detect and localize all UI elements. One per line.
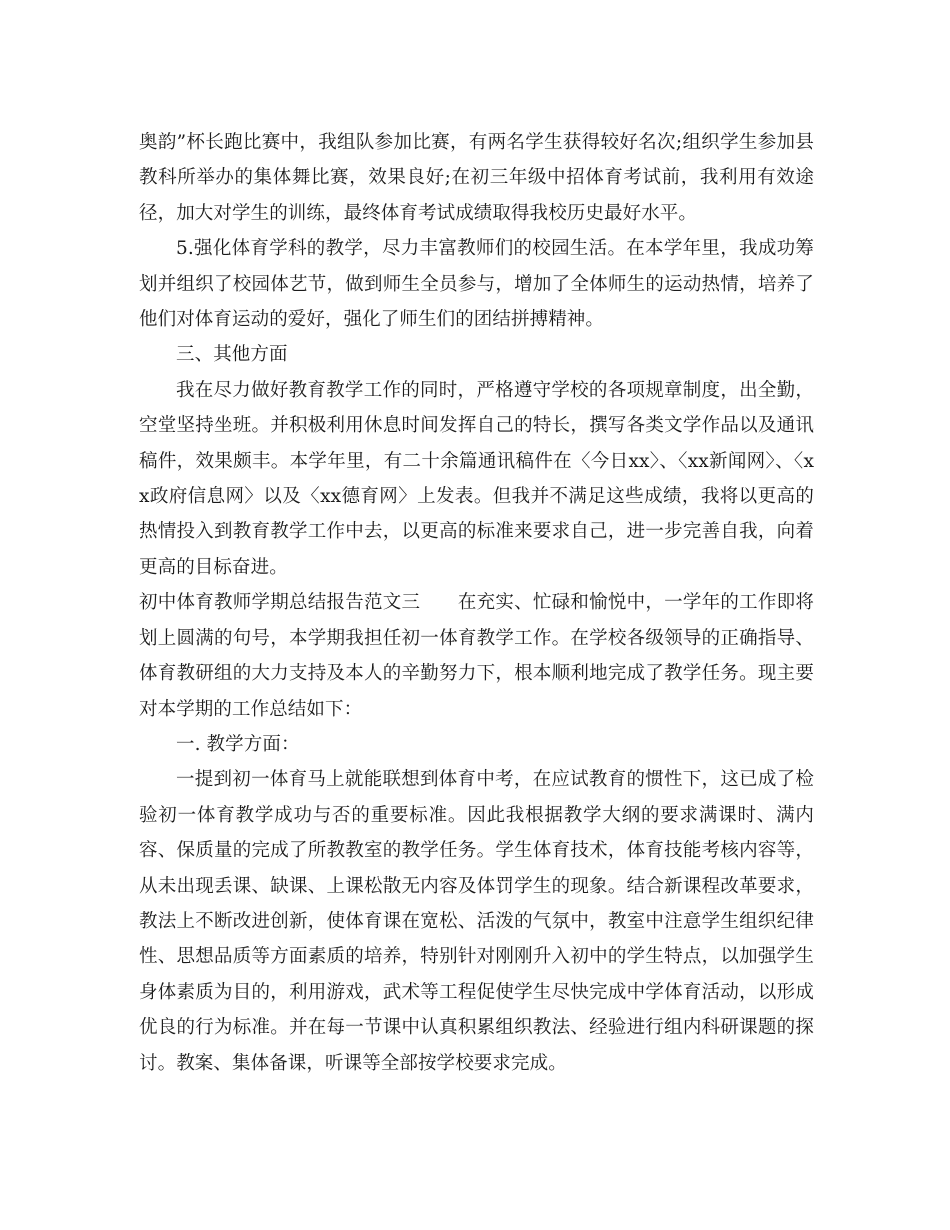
paragraph-sports-achievements: 奥韵”杯长跑比赛中，我组队参加比赛，有两名学生获得较好名次;组织学生参加县教科所举办的集体舞比赛，效果良好;在初三年级中招体育考试前，我利用有效途径，加大对学生的训练，最终体育考试成绩取得我校历史最好水平。 xyxy=(139,132,814,224)
document-body xyxy=(139,125,814,1081)
paragraph-report-three-intro: 初中体育教师学期总结报告范文三 在充实、忙碌和愉悦中，一学年的工作即将划上圆满的句号，本学期我担任初一体育教学工作。在学校各级领导的正确指导、体育教研组的大力支持及本人的辛勤努力下，根本顺利地完成了教学任务。现主要对本学期的工作总结如下： xyxy=(139,592,814,720)
paragraph-point-5: 5.强化体育学科的教学，尽力丰富教师们的校园生活。在本学年里，我成功筹划并组织了校园体艺节，做到师生全员参与，增加了全体师生的运动热情，培养了他们对体育运动的爱好，强化了师生们的团结拼搏精神。 xyxy=(139,238,814,331)
heading-teaching: 一. 教学方面： xyxy=(176,733,300,755)
paragraph-other-aspects: 我在尽力做好教育教学工作的同时，严格遵守学校的各项规章制度，出全勤，空堂坚持坐班。并积极利用休息时间发挥自己的特长，撰写各类文学作品以及通讯稿件，效果颇丰。本学年里，有二十余篇通讯稿件在〈今日xx〉、〈xx新闻网〉、〈xx政府信息网〉以及〈xx德育网〉上发表。但我并不满足这些成绩，我将以更高的热情投入到教育教学工作中去，以更高的标准来要求自己，进一步完善自我，向着更高的目标奋进。 xyxy=(139,379,814,578)
paragraph-teaching: 一提到初一体育马上就能联想到体育中考，在应试教育的惯性下，这已成了检验初一体育教学成功与否的重要标准。因此我根据教学大纲的要求满课时、满内容、保质量的完成了所教教室的教学任务。学生体育技术，体育技能考核内容等，从未出现丢课、缺课、上课松散无内容及体罚学生的现象。结合新课程改革要求，教法上不断改进创新，使体育课在宽松、活泼的气氛中，教室中注意学生组织纪律性、思想品质等方面素质的培养，特别针对刚刚升入初中的学生特点，以加强学生身体素质为目的，利用游戏，武术等工程促使学生尽快完成中学体育活动，以形成优良的行为标准。并在每一节课中认真积累组织教法、经验进行组内科研课题的探讨。教案、集体备课，听课等全部按学校要求完成。 xyxy=(139,769,814,1074)
heading-other-aspects: 三、其他方面 xyxy=(176,344,288,366)
